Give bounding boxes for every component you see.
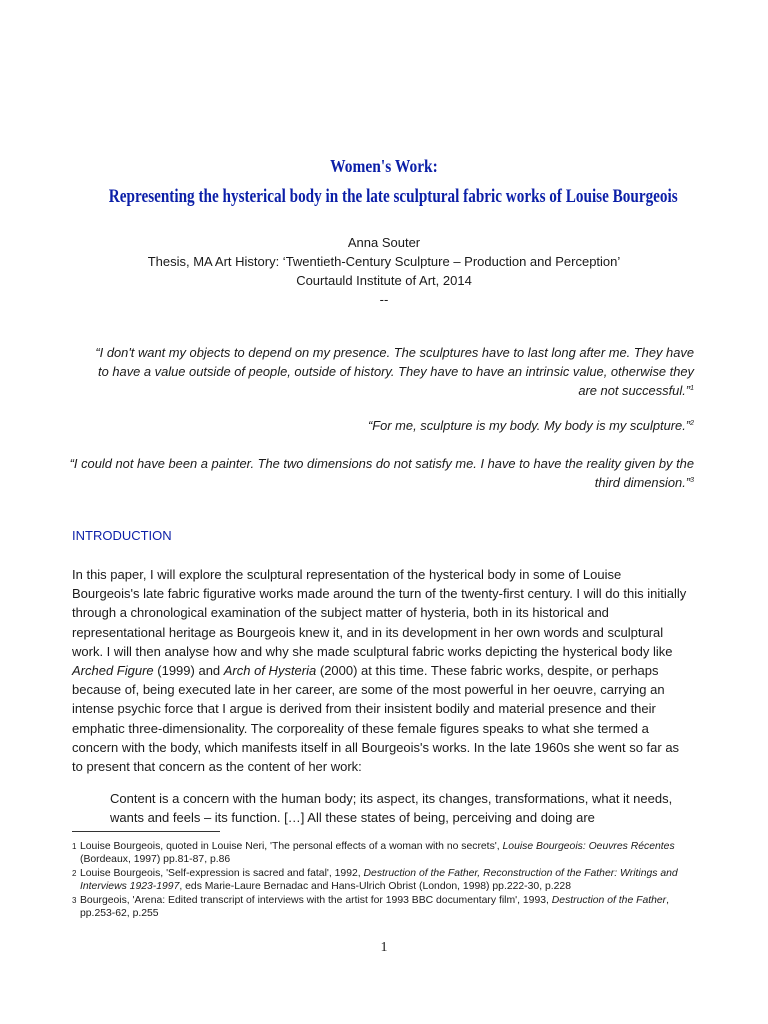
paragraph-text: (2000) at this time. These fabric works, despite, or perhaps because of, being executed late in her career, are some of the most powerful in her oeuvre, carrying an intense psychic force that I argue is derived from their insistent bodily and material presence and their emphatic three-dimensionality. The corporeality of these female figures speaks to what she termed a concern with the body, which manifests itself in all Bourgeois's works. In the late 1960s she went so far as to present that concern as the content of her work:: [72, 663, 680, 775]
epigraph-quote-1: [94, 343, 694, 400]
quote-text: “I don't want my objects to depend on my presence. The sculptures have to last long after me. They have to have a value outside of people, outside of history. They have to have an intrinsic value, otherwise they are not successful.”: [95, 345, 694, 398]
introduction-paragraph: [72, 565, 690, 776]
footnote-text: , eds Marie-Laure Bernadac and Hans-Ulrich Obrist (London, 1998) pp.222-30, p.228: [179, 881, 571, 892]
footnote-text: , pp.253-62, p.255: [80, 895, 670, 919]
epigraph-quote-3: [54, 454, 694, 492]
footnote-text: Louise Bourgeois, quoted in Louise Neri, 'The personal effects of a woman with no secrets',: [80, 841, 503, 852]
footnote-divider: [72, 831, 220, 832]
paragraph-text: In this paper, I will explore the sculptural representation of the hysterical body in some of Louise Bourgeois's late fabric figurative works made around the turn of the twenty-first century. I will do this initially through a chronological examination of the subject matter of hysteria, both in its historical and representational heritage as Bourgeois knew it, and in its development in her own words and sculptural work. I will then analyse how and why she made sculptural fabric works depicting the hysterical body like: [72, 567, 687, 659]
footnote-source: Louise Bourgeois: Oeuvres Récentes: [502, 841, 675, 852]
footnote-source: Destruction of the Father: [551, 895, 667, 906]
footnote-text: Bourgeois, 'Arena: Edited transcript of interviews with the artist for 1993 BBC documentary film', 1993,: [80, 895, 552, 906]
artwork-title: Arched Figure: [72, 663, 154, 679]
paragraph-text: (1999) and: [153, 663, 224, 679]
footnote-2: [72, 867, 702, 893]
footnote-source: Destruction of the Father, Reconstruction of the Father: Writings and Interviews 1923-1997: [80, 868, 678, 892]
footnote-ref: 2: [690, 420, 694, 427]
author: Anna Souter: [347, 235, 421, 250]
footnote-3: [72, 894, 702, 920]
artwork-title: Arch of Hysteria: [223, 663, 317, 679]
footnote-number: 3: [72, 896, 77, 905]
separator: --: [379, 292, 389, 307]
footnote-1: [72, 840, 702, 866]
block-quote: Content is a concern with the human body; its aspect, its changes, transformations, what it needs, wants and feels – its function. […] All these states of being, perceiving and doing are: [110, 791, 673, 826]
footnote-number: 2: [72, 869, 77, 878]
footnote-text: Louise Bourgeois, 'Self-expression is sacred and fatal', 1992,: [80, 868, 364, 879]
quote-text: “I could not have been a painter. The two dimensions do not satisfy me. I have to have the reality given by the third dimension.”: [69, 456, 694, 490]
footnote-ref: 3: [690, 477, 694, 484]
footnote-text: (Bordeaux, 1997) pp.81-87, p.86: [80, 854, 231, 865]
title-line-2: Representing the hysterical body in the late sculptural fabric works of Louise Bourgeois: [108, 186, 678, 207]
page-number: 1: [380, 940, 388, 955]
institute-line: Courtauld Institute of Art, 2014: [296, 273, 472, 288]
section-heading: INTRODUCTION: [72, 528, 172, 543]
epigraph-quote-2: [94, 416, 694, 435]
footnote-ref: 1: [690, 385, 694, 392]
footnote-number: 1: [72, 842, 77, 851]
quote-text: “For me, sculpture is my body. My body is my sculpture.”: [367, 418, 691, 433]
thesis-line: Thesis, MA Art History: ‘Twentieth-Century Sculpture – Production and Perception’: [147, 254, 621, 269]
title-line-1: Women's Work:: [330, 156, 438, 176]
